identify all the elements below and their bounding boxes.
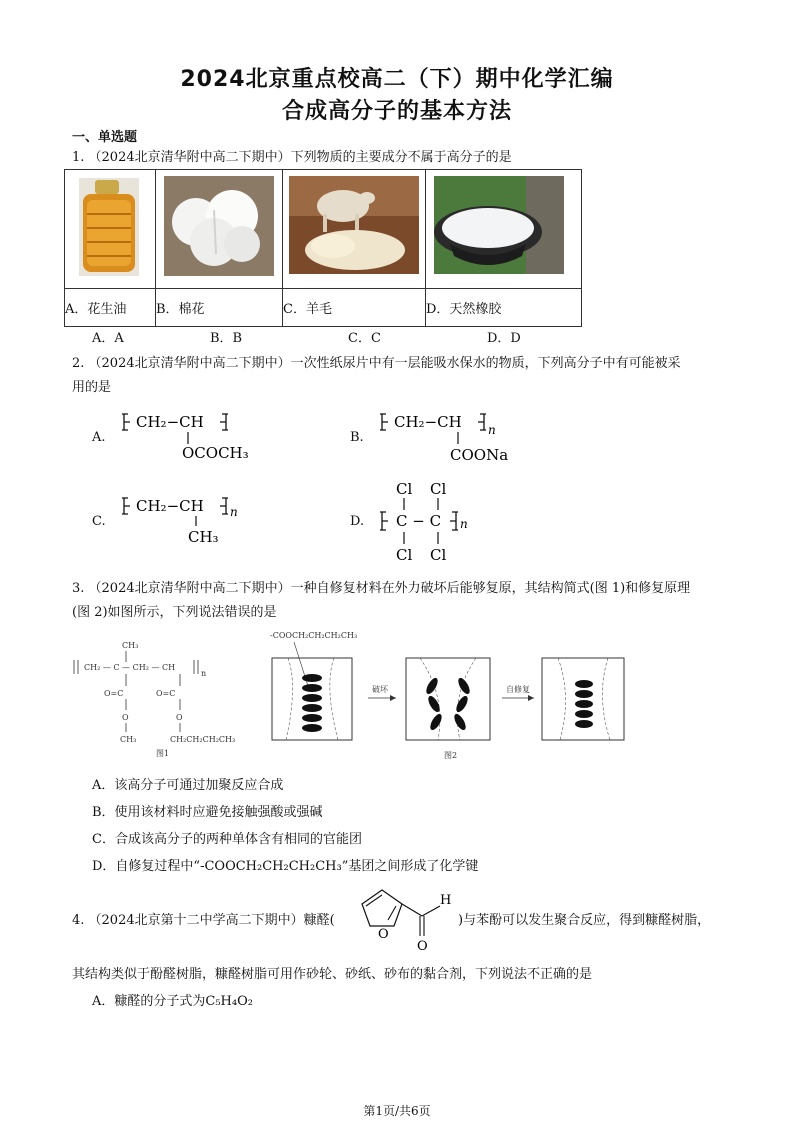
q3-option-c[interactable]: C．合成该高分子的两种单体含有相同的官能团 [92,832,362,847]
q2-b-bottom: COONa [450,446,509,464]
fig1-butyl: CH₂CH₂CH₂CH₃ [170,735,236,744]
page-subtitle: 合成高分子的基本方法 [281,99,512,124]
peanut-oil-image [65,170,155,284]
fig1-ch3-bottom: CH₃ [120,735,137,744]
q2-a-top: CH₂−CH [136,413,204,431]
q1-caption-d: D．天然橡胶 [426,289,582,327]
q2-c-n: n [230,505,238,519]
q2-label-d: D. [350,514,365,529]
q3-option-a[interactable]: A．该高分子可通过加聚反应合成 [92,778,284,793]
q1-stem: 1. （2024北京清华附中高二下期中）下列物质的主要成分不属于高分子的是 [72,150,512,165]
q2-stem-line2: 用的是 [72,380,112,395]
q2-label-b: B. [350,430,364,445]
furfural-structure [342,878,460,956]
q1-caption-c: C．羊毛 [283,289,426,327]
fig1-co-left: O=C [104,689,124,698]
fig2-top-label: -COOCH₂CH₂CH₂CH₃ [270,631,358,640]
q1-caption-b: B．棉花 [156,289,283,327]
q2-d-cl-4: Cl [430,546,447,564]
q4-option-a[interactable]: A．糠醛的分子式为C₅H₄O₂ [92,994,253,1009]
q4-stem-pre: 4. （2024北京第十二中学高二下期中）糠醛( [72,913,335,928]
q3-stem-line2: (图 2)如图所示，下列说法错误的是 [72,605,277,620]
wool-image [283,170,425,284]
q2-label-c: C. [92,514,106,529]
fig2-arrow1-label: 破坏 [372,685,388,694]
furfural-ring-o: O [378,927,389,942]
fig1-backbone: CH₂ — C — CH₂ — CH [84,663,176,672]
page-title: 2024北京重点校高二（下）期中化学汇编 [180,67,614,92]
q1-image-cell-a [65,170,156,289]
furfural-h: H [440,893,452,908]
fig1-n: n [201,669,207,678]
furfural-carbonyl-o: O [417,939,428,954]
q3-option-b[interactable]: B．使用该材料时应避免接触强酸或强碱 [92,805,323,820]
fig2-caption: 图2 [444,751,458,760]
fig1-co-right: O=C [156,689,176,698]
fig1-o-left: O [122,713,129,722]
natural-rubber-image [426,170,581,284]
q1-image-cell-c [283,170,426,289]
q2-structure-d [376,476,516,566]
fig1-caption: 图1 [156,749,170,758]
fig1-o-right: O [176,713,183,722]
q1-option-c[interactable]: C．C [348,331,381,346]
q4-stem-post: )与苯酚可以发生聚合反应，得到糠醛树脂， [458,913,711,928]
q2-d-n: n [460,517,468,531]
q4-stem-line2: 其结构类似于酚醛树脂，糠醛树脂可用作砂轮、砂纸、砂布的黏合剂，下列说法不正确的是 [72,967,593,982]
q2-d-cl-3: Cl [396,546,413,564]
q3-stem-line1: 3. （2024北京清华附中高二下期中）一种自修复材料在外力破坏后能够复原，其结构简式(图 1)和修复原理 [72,581,691,596]
fig2-arrow2-label: 自修复 [506,685,530,694]
q2-b-n: n [488,423,496,437]
q2-structure-c [118,492,268,550]
q2-c-bottom: CH₃ [188,528,219,546]
fig1-ch3-top: CH₃ [122,641,139,650]
section-heading: 一、单选题 [72,130,138,145]
q1-image-cell-b [156,170,283,289]
q3-figure2-diagram [268,626,632,762]
q2-d-mid: C − C [396,512,442,530]
q2-stem-line1: 2. （2024北京清华附中高二下期中）一次性纸尿片中有一层能吸水保水的物质，下列高分子中有可能被采 [72,356,681,371]
page-footer: 第1页/共6页 [363,1104,431,1118]
q3-figure1-structure [70,636,250,760]
q1-image-table [64,169,582,327]
q2-a-bottom: OCOCH₃ [182,444,249,462]
q2-d-cl-2: Cl [430,480,447,498]
q1-image-cell-d [426,170,582,289]
q2-d-cl-1: Cl [396,480,413,498]
q1-option-a[interactable]: A．A [92,331,124,346]
q1-option-d[interactable]: D．D [487,331,521,346]
q1-caption-a: A．花生油 [65,289,156,327]
q2-c-top: CH₂−CH [136,497,204,515]
q2-structure-a [118,408,268,466]
q2-structure-b [376,408,526,466]
q2-b-top: CH₂−CH [394,413,462,431]
q3-option-d[interactable]: D．自修复过程中“-COOCH₂CH₂CH₂CH₃”基团之间形成了化学键 [92,859,479,874]
q2-label-a: A. [92,430,106,445]
q1-option-b[interactable]: B．B [210,331,243,346]
cotton-image [156,170,282,284]
